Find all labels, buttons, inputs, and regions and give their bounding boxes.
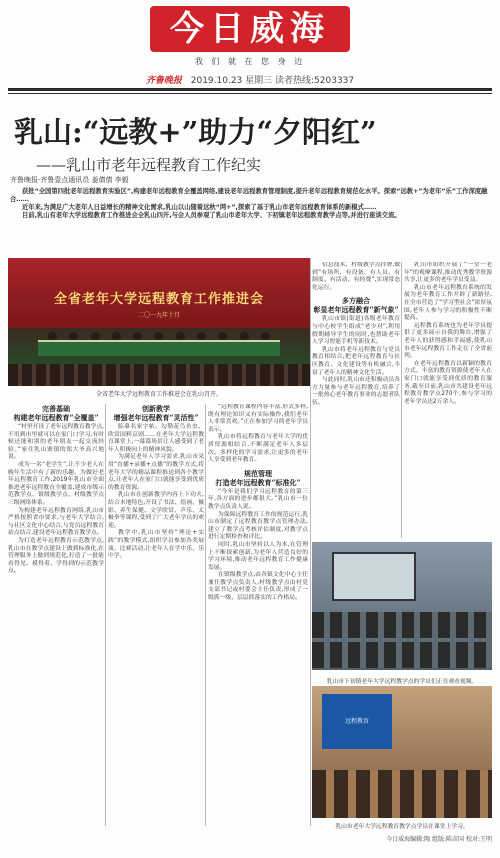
lead-paragraph: 近年来,为满足广大老年人日益增长的精神文化需求,乳山以山随着远秋“网+”,探索了基于乳山市老年远程教育体系的新模式…… — [22, 204, 377, 211]
paper-name: 齐鲁晚报 — [145, 76, 182, 86]
paragraph: 与此同时,乳山市还积极动员各方力量参与老年远程教育,培养了一批热心老年教育事业的志愿者队伍。 — [312, 377, 400, 406]
column-divider — [310, 258, 311, 826]
audience-row — [312, 642, 492, 668]
paragraph: 教学中,乳山市坚持“理论+实践”的教学模式,组织学员参加各类展演、比赛活动,让老年人在学中乐、乐中学。 — [108, 530, 204, 560]
section-title: 创新教学 增强老年远程教育“灵活性” — [113, 404, 199, 422]
photo-caption: 乳山市老年大学远程教育教学点学员在课堂上学习。 — [335, 824, 469, 830]
paragraph: 为保障远程教育工作的规范运行,乳山市制定了远程教育教学点管理办法,建立了教学点考核评估制度,对教学点进行定期检查和评比。 — [208, 511, 308, 541]
article-column-3 — [208, 404, 308, 826]
paragraph: 乳山市镇(街道)各级老年教育与中心校学生组成“老少对”,利用假期辅导学生的同时,也帮助老年人学习智能手机等新技术。 — [312, 316, 400, 346]
column-divider — [205, 404, 206, 826]
paragraph: 成为一名“老学生”,让不少老人在晚年生活中有了新的乐趣。为做好老年远程教育工作,2019年乳山市全面推进老年远程教育全覆盖,建成市级示范教学点、镇级教学点、村级教学点三级网络体系。 — [8, 461, 104, 506]
column-divider — [105, 404, 106, 826]
photo-caption: 乳山市下初镇老年大学远程教学点的学员们正在观看视频。 — [326, 679, 478, 685]
lead-paragraph: 目前,乳山有老年大学远程教育工作推进会全乳山四开,与会人员参观了乳山市老年大学、下初镇老年远程教育教学点等,并进行座谈交流。 — [22, 212, 401, 219]
lead-paragraphs — [10, 188, 490, 220]
slogan: 我 们 就 在 您 身 边 — [194, 57, 306, 66]
paragraph: 乳山市组织开展了“一堂一老年”的观摩课程,推动优秀教学资源共享,让更多的老年学员受益。 — [404, 262, 492, 284]
article-column-4 — [312, 262, 400, 538]
column-divider — [401, 262, 402, 538]
article-column-1 — [8, 404, 104, 826]
newspaper-logo: 今日威海 — [150, 6, 350, 52]
paragraph: 远程教育系统也为老年学员提供了更多展示自我的舞台,增强了老年人的获得感和幸福感,使乳山市老年远程教育工作走在了全省前列。 — [404, 322, 492, 360]
presentation-screen — [322, 694, 392, 749]
photo-caption: 全省老年大学远程教育工作推进会在乳山召开。 — [95, 391, 222, 398]
masthead — [0, 0, 500, 90]
header-rule — [8, 88, 492, 91]
paragraph: 同时,乳山市坚持以人为本,在管理上不断探索创新,为老年人营造良好的学习环境,推动老年远程教育工作健康发展。 — [208, 541, 308, 571]
section-title: 规范管理 打造老年远程教育“标准化” — [215, 468, 301, 487]
headline: 乳山:“远教+”助力“夕阳红” — [14, 115, 377, 149]
podium-table — [38, 340, 280, 356]
section-title: 完善基础 构建老年远程教育“全覆盖” — [13, 404, 99, 422]
dateline — [0, 73, 500, 86]
conference-photo — [8, 258, 310, 386]
header-rule-thin — [8, 93, 492, 94]
banner-text: 全省老年大学远程教育工作推进会 — [53, 292, 264, 307]
paragraph: 信息技术、村级教学点挂牌,做到“有场所、有设备、有人员、有制度、有活动、有经费”,实现常态化运行。 — [312, 262, 400, 291]
paragraph: 乳山市在创新教学内容上下功夫,结合本地特色,开设了书法、绘画、摄影、养生保健、文学欣赏、声乐、太极拳等课程,受到了广大老年学员的欢迎。 — [108, 492, 204, 529]
paragraph: 临摹名家字帖、勾勒花鸟鱼虫、欣赏国粹京剧……在老年大学远程教育课堂上,一幕幕场景让人感受到了老年人积极向上的精神风貌。 — [108, 424, 204, 453]
lead-paragraph: 获批“全国第四批老年远程教育实验区”,构建老年远程教育全覆盖网络,建设老年远程教育管理制度,提升老年远程教育规范化水平。探索“远教+”为老年“乐”工作深度融合…… — [10, 188, 488, 203]
paragraph: 乳山市将老年远程教育与党员教育相结合,把老年远程教育与社区教育、文化建设等有机融合,丰富了老年人的精神文化生活。 — [312, 346, 400, 376]
banner-date: 二〇一九年十月 — [137, 312, 180, 319]
paragraph: 乳山市将远程教育与老年大学的优质资源相结合,不断满足老年人多层次、多样化的学习需求,让更多的老年人享受到老年教育。 — [208, 434, 308, 464]
paragraph: “远程教育课程内容丰富,形式多样,既有理论知识又有实际操作,我们老年人非常喜欢。”正在参加学习的老年学员表示。 — [208, 404, 308, 433]
paragraph: 为构建老年远程教育网络,乳山市严格按照省市要求,与老年大学结合,与社区文化中心结合,与党员远程教育站点结合,建设老年远程教育教学点。 — [8, 507, 104, 537]
section-title: 多方融合 彰显老年远程教育“新气象” — [313, 296, 399, 315]
issue-date: 2019.10.23 星期三 读者热线:5203337 — [190, 76, 355, 86]
subheadline: ——乳山市老年远程教育工作纪实 — [36, 156, 262, 174]
article-column-5 — [404, 262, 492, 538]
projection-board — [332, 552, 416, 601]
classroom-photo — [312, 542, 492, 670]
paragraph: 在镇级教学点,由各镇文化中心主任兼任教学点负责人,村级教学点由村党支部书记或村委会主任负责,形成了一级抓一级、层层抓落实的工作格局。 — [208, 572, 308, 602]
page-footer: 今日威海编辑:陶 组版:陈彦国 校对:王明 — [386, 836, 492, 843]
audience-row — [312, 612, 492, 638]
paragraph: “村里开设了老年远程教育教学点,不用到市里就可以在家门口学习,有时候还能和别的老年朋友一起交流经验。”家住乳山寨镇的郑大爷高兴地说。 — [8, 424, 104, 461]
lecture-photo — [312, 686, 492, 818]
byline: 齐鲁晚报·齐鲁壹点通讯员 姜倩倩 李毅 — [10, 176, 129, 184]
article-column-2 — [108, 404, 204, 826]
audience — [8, 364, 310, 386]
paragraph: 为打造老年远程教育示范教学点,乳山市在教学点建设上做到标准化,在管理服务上做到规范化,打造了一批能看得见、摸得着、学得到的示范教学点。 — [8, 537, 104, 575]
paragraph: “今年是我们学习远程教育的第三年,各方面的进步都很大。”乳山市一位教学点负责人说。 — [208, 488, 308, 510]
paragraph: 乳山市老年远程教育系统的发展为老年教育工作开辟了新路径,在全市营造了“学习型社会”浓厚氛围,老年人参与学习的积极性不断提高。 — [404, 284, 492, 322]
students — [312, 770, 492, 818]
paragraph: 在老年远程教育以新颖的教育方式、丰富的教育资源使老年人在家门口就能享受到优质的教育服务,截至目前,乳山市共建设老年远程教育教学点270个,参与学习的老年学员达2万余人。 — [404, 360, 492, 405]
paragraph: 为满足老年人学习需求,乳山市采用“直播+录播+点播”的教学方式,将老年大学的精品课程推送到各个教学点,让老年人在家门口就能享受到优质的教育资源。 — [108, 454, 204, 491]
screen-text: 远程教育 — [344, 718, 369, 725]
